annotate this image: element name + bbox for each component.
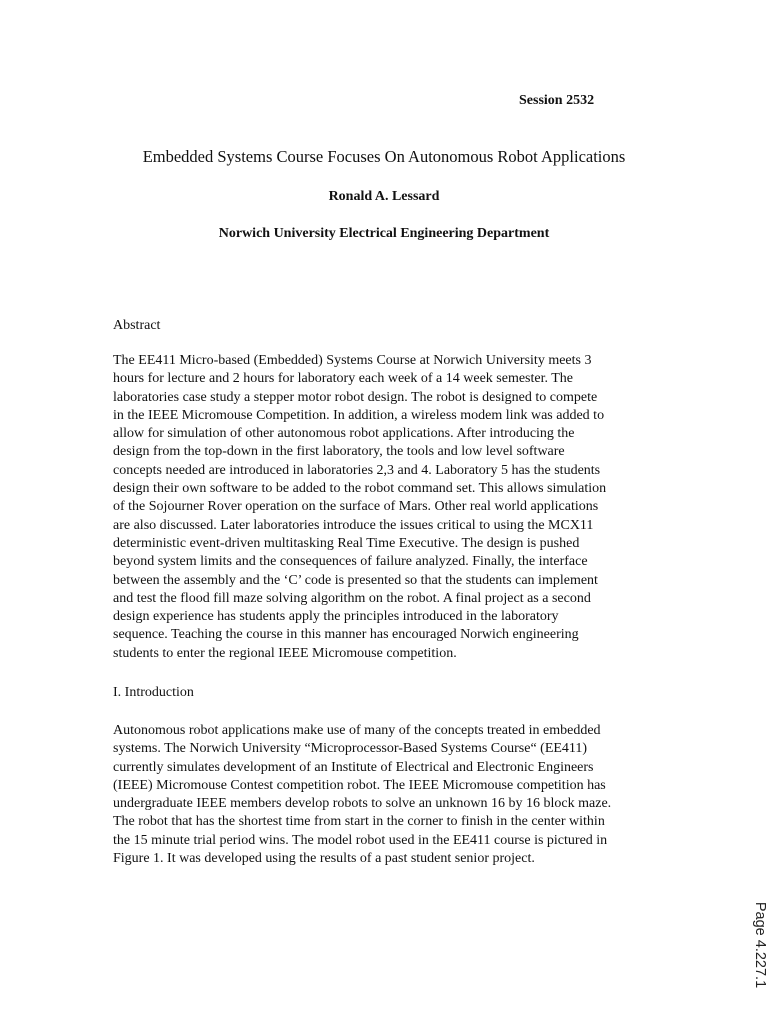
paper-title: Embedded Systems Course Focuses On Autonomous Robot Applications <box>142 147 626 166</box>
abstract-line: allow for simulation of other autonomous robot applications. After introducing the <box>113 426 575 442</box>
abstract-line: are also discussed. Later laboratories introduce the issues critical to using the MCX11 <box>113 517 594 533</box>
abstract-line: design from the top-down in the first laboratory, the tools and low level software <box>113 444 565 460</box>
abstract-line: hours for lecture and 2 hours for laboratory each week of a 14 week semester. The <box>113 371 574 387</box>
abstract-line: between the assembly and the ‘C’ code is presented so that the students can implement <box>113 572 598 588</box>
introduction-line: The robot that has the shortest time from start in the corner to finish in the center within <box>113 814 605 830</box>
abstract-line: The EE411 Micro-based (Embedded) Systems Course at Norwich University meets 3 <box>113 353 592 368</box>
introduction-heading: I. Introduction <box>113 685 194 700</box>
abstract-heading: Abstract <box>113 318 161 333</box>
abstract-line: laboratories case study a stepper motor robot design. The robot is designed to compete <box>113 389 598 405</box>
author-name: Ronald A. Lessard <box>328 189 440 204</box>
abstract-body <box>113 352 673 663</box>
introduction-line: Autonomous robot applications make use of many of the concepts treated in embedded <box>113 723 601 738</box>
introduction-line: undergraduate IEEE members develop robots to solve an unknown 16 by 16 block maze. <box>113 796 612 812</box>
abstract-line: deterministic event-driven multitasking Real Time Executive. The design is pushed <box>113 535 580 551</box>
introduction-line: Figure 1. It was developed using the results of a past student senior project. <box>113 851 535 867</box>
abstract-line: students to enter the regional IEEE Micromouse competition. <box>113 645 457 661</box>
abstract-line: sequence. Teaching the course in this manner has encouraged Norwich engineering <box>113 627 579 643</box>
abstract-line: concepts needed are introduced in laboratories 2,3 and 4. Laboratory 5 has the students <box>113 462 601 478</box>
introduction-line: (IEEE) Micromouse Contest competition robot. The IEEE Micromouse competition has <box>113 777 606 793</box>
session-number: Session 2532 <box>519 93 595 108</box>
introduction-body <box>113 722 673 868</box>
introduction-line: currently simulates development of an Institute of Electrical and Electronic Engineers <box>113 759 594 775</box>
abstract-line: beyond system limits and the consequences of failure analyzed. Finally, the interface <box>113 554 588 570</box>
author-affiliation: Norwich University Electrical Engineering Department <box>218 226 550 241</box>
abstract-line: design experience has students apply the principles introduced in the laboratory <box>113 609 559 625</box>
abstract-line: of the Sojourner Rover operation on the surface of Mars. Other real world applications <box>113 499 599 515</box>
introduction-line: systems. The Norwich University “Microprocessor-Based Systems Course“ (EE411) <box>113 741 588 757</box>
page-number: Page 4.227.1 <box>752 901 768 989</box>
abstract-line: in the IEEE Micromouse Competition. In addition, a wireless modem link was added to <box>113 407 605 423</box>
introduction-line: the 15 minute trial period wins. The model robot used in the EE411 course is pictured in <box>113 832 608 848</box>
abstract-line: and test the flood fill maze solving algorithm on the robot. A final project as a second <box>113 590 591 606</box>
abstract-line: design their own software to be added to the robot command set. This allows simulation <box>113 481 607 497</box>
